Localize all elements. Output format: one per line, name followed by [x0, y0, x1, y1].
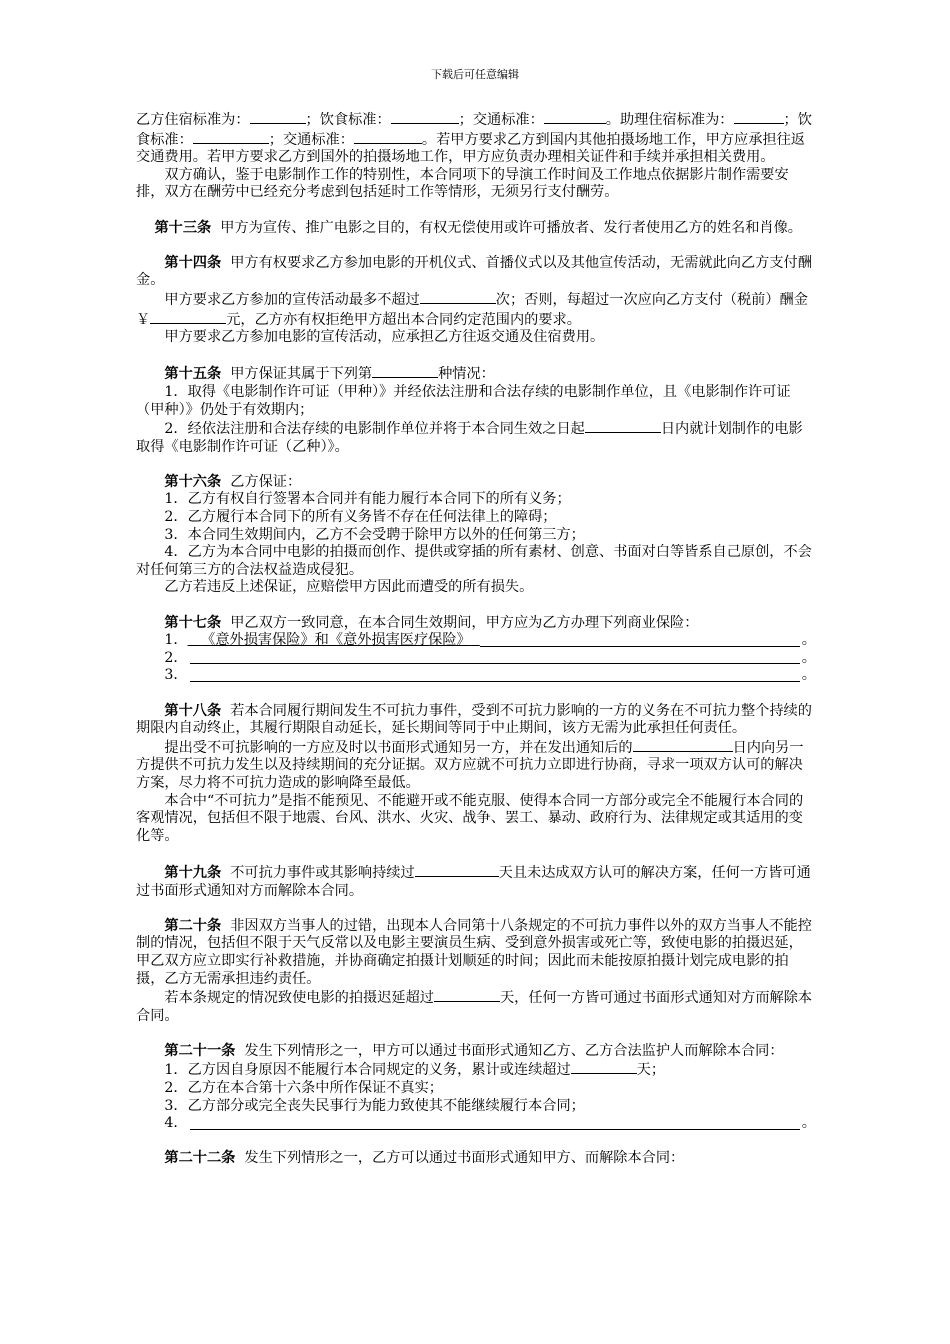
paragraph-accommodation	[136, 110, 816, 167]
item-number: 2．	[164, 649, 188, 666]
text: 天，任何一方皆可通过书面形式通知对方而解除本合同。	[136, 990, 813, 1024]
text: 日内就计划制作的电影取得《电影制作许可证（乙种）》。	[136, 421, 803, 455]
article-20-p2	[136, 988, 816, 1025]
article-19	[136, 863, 816, 900]
text: 2．经依法注册和合法存续的电影制作单位并将于本合同生效之日起	[164, 421, 585, 438]
article-title: 第十七条	[164, 614, 222, 631]
article-16-item-2: 2．乙方履行本合同下的所有义务皆不存在任何法律上的障碍；	[164, 509, 557, 526]
text: 乙方住宿标准为：	[136, 112, 250, 128]
paragraph-confirmation: 双方确认，鉴于电影制作工作的特别性，本合同项下的导演工作时间及工作地点依据影片制作需要安排，双方在酬劳中已经充分考虑到包括延时工作等情形，无须另行支付酬劳。	[136, 166, 789, 201]
blank-field[interactable]	[150, 310, 226, 324]
text: 甲方保证其属于下列第	[230, 366, 373, 383]
text: 不可抗力事件或其影响持续过	[230, 864, 415, 881]
article-14-p2	[136, 290, 816, 329]
text: 次；否则，每超过一次应向乙方支付（税前）酬金￥	[136, 291, 808, 328]
article-22	[136, 1150, 816, 1168]
blank-field[interactable]	[585, 419, 661, 433]
blank-field[interactable]	[250, 110, 306, 124]
article-18	[136, 703, 816, 738]
blank-field[interactable]	[633, 738, 733, 752]
insurance-item-3	[136, 667, 816, 685]
article-text: 发生下列情形之一，乙方可以通过书面形式通知甲方、而解除本合同：	[244, 1150, 685, 1167]
article-text: 发生下列情形之一，甲方可以通过书面形式通知乙方、乙方合法监护人而解除本合同：	[244, 1042, 784, 1059]
article-13	[136, 220, 816, 238]
blank-field[interactable]	[434, 988, 500, 1002]
article-title: 第十八条	[164, 702, 222, 719]
article-16-item-3: 3．本合同生效期间内，乙方不会受聘于除甲方以外的任何第三方；	[164, 526, 585, 543]
text: ；饮食标准：	[305, 112, 391, 128]
article-text: 乙方保证：	[230, 473, 302, 490]
text: 。	[801, 667, 816, 684]
article-14-p3: 甲方要求乙方参加电影的宣传活动，应承担乙方往返交通及住宿费用。	[164, 329, 605, 346]
page-header: 下载后可任意编辑	[431, 68, 519, 81]
article-15	[136, 364, 816, 384]
blank-field[interactable]	[420, 290, 496, 304]
article-16-item-4: 4．乙方为本合同中电影的拍摄而创作、提供或穿插的所有素材、创意、书面对白等皆系自己原创，不会对任何第三方的合法权益造成侵犯。	[136, 544, 812, 578]
blank-field[interactable]	[391, 110, 459, 124]
blank-field[interactable]	[193, 130, 269, 144]
text: ；饮食标准：	[136, 112, 812, 148]
text: 《意外损害保险》和《意外损害医疗保险》	[201, 632, 471, 649]
article-text: 若本合同履行期间发生不可抗力事件，受到不可抗力影响的一方的义务在不可抗力整个持续的期限内自动终止，其履行期限自动延长，延长期间等同于中止期间，该方无需为此承担任何责任。	[136, 702, 812, 737]
article-15-item-1: 1．取得《电影制作许可证（甲种）》并经依法注册和合法存续的电影制作单位，且《电影制作许可证（甲种）》仍处于有效期内；	[136, 383, 791, 418]
blank-field[interactable]	[734, 110, 784, 124]
blank-field[interactable]	[190, 668, 800, 682]
text: ；交通标准：	[268, 131, 354, 148]
text: ；交通标准：	[458, 112, 544, 128]
text: 提出受不可抗影响的一方应及时以书面形式通知另一方，并在发出通知后的	[164, 739, 633, 756]
text: 若本条规定的情况致使电影的拍摄迟延超过	[164, 990, 434, 1007]
article-title: 第二十条	[164, 917, 222, 934]
text: 天且未达成双方认可的解决方案，任何一方皆可通过书面形式通知对方而解除本合同。	[136, 864, 811, 899]
article-text: 甲方有权要求乙方参加电影的开机仪式、首播仪式以及其他宣传活动，无需就此向乙方支付酬金。	[136, 254, 812, 289]
article-17	[136, 615, 816, 633]
article-21-item-4	[136, 1115, 816, 1133]
article-title: 第十五条	[164, 366, 222, 383]
article-title: 第二十二条	[164, 1150, 236, 1167]
text: 日内向另一方提供不可抗力发生以及持续期间的充分证据。双方应就不可抗力立即进行协商，寻求一项双方认可的解决方案，尽力将不可抗力造成的影响降至最低。	[136, 739, 804, 791]
insurance-item-1	[136, 632, 816, 650]
article-title: 第十六条	[164, 473, 222, 490]
blank-field[interactable]	[190, 1116, 800, 1130]
text: 。	[801, 1115, 816, 1132]
article-18-p3: 本合中“不可抗力”是指不能预见、不能避开或不能克服、使得本合同一方部分或完全不能履行本合同的客观情况，包括但不限于地震、台风、洪水、火灾、战争、罢工、暴动、政府行为、法律规定或其适用的变化等。	[136, 792, 804, 844]
text: 。	[801, 649, 816, 666]
blank-field[interactable]	[544, 110, 606, 124]
article-title: 第二十一条	[164, 1042, 236, 1059]
article-21-item-2: 2．乙方在本合第十六条中所作保证不真实；	[164, 1080, 443, 1097]
article-title: 第十三条	[154, 219, 212, 236]
article-16-item-1: 1．乙方有权自行签署本合同并有能力履行本合同下的所有义务；	[164, 491, 571, 508]
document-body	[136, 110, 816, 1168]
article-text: 甲方为宣传、推广电影之目的，有权无偿使用或许可播放者、发行者使用乙方的姓名和肖像。	[220, 219, 802, 236]
text: 天；	[636, 1062, 666, 1079]
article-21-item-1	[136, 1060, 816, 1080]
article-title: 第十四条	[164, 254, 222, 271]
text: 。助理住宿标准为：	[605, 112, 734, 128]
article-text: 甲乙双方一致同意，在本合同生效期间，甲方应为乙方办理下列商业保险：	[230, 614, 699, 631]
item-number: 4．	[164, 1115, 188, 1132]
article-18-p2	[136, 738, 816, 793]
article-text: 非因双方当事人的过错，出现本人合同第十八条规定的不可抗力事件以外的双方当事人不能控制的情况，包括但不限于天气反常以及电影主要演员生病、受到意外损害或死亡等，致使电影的拍摄迟延，甲乙双方应立即实行补救措施，并协商确定拍摄计划顺延的时间；因此而未能按原拍摄计划完成电影的拍摄，乙方无需承担违约责任。	[136, 917, 812, 987]
blank-field[interactable]	[415, 863, 499, 877]
item-number: 1．	[164, 632, 188, 649]
article-title: 第十九条	[164, 864, 222, 881]
text: 元，乙方亦有权拒绝甲方超出本合同约定范围内的要求。	[226, 311, 581, 328]
blank-field[interactable]	[354, 130, 422, 144]
text: 。若甲方要求乙方到国内其他拍摄场地工作，甲方应承担往返交通费用。若甲方要求乙方到国外的拍摄场地工作，甲方应负责办理相关证件和手续并承担相关费用。	[136, 131, 805, 166]
article-16	[136, 474, 816, 492]
blank-field[interactable]	[480, 633, 800, 647]
article-21	[136, 1043, 816, 1061]
blank-field[interactable]	[571, 1060, 637, 1074]
article-21-item-3: 3．乙方部分或完全丧失民事行为能力致使其不能继续履行本合同；	[164, 1097, 585, 1114]
blank-field[interactable]	[190, 650, 800, 664]
article-16-p2: 乙方若违反上述保证，应赔偿甲方因此而遭受的所有损失。	[164, 579, 534, 596]
text: 。	[801, 632, 816, 649]
insurance-value[interactable]	[188, 632, 480, 650]
text: 种情况：	[438, 366, 495, 383]
article-14	[136, 255, 816, 290]
item-number: 3．	[164, 667, 188, 684]
text: 甲方要求乙方参加的宣传活动最多不超过	[164, 291, 420, 308]
article-20	[136, 918, 816, 988]
text: 1．乙方因自身原因不能履行本合同规定的义务，累计或连续超过	[164, 1062, 571, 1079]
insurance-item-2	[136, 650, 816, 668]
article-15-item-2	[136, 419, 816, 456]
blank-field[interactable]	[372, 364, 438, 378]
